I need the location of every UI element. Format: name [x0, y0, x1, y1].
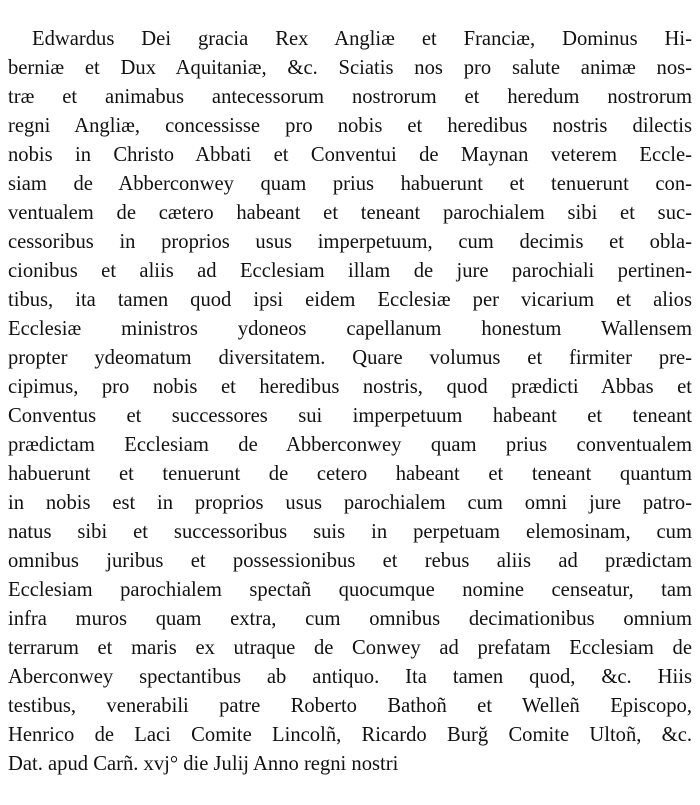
text-line: berniæ et Dux Aquitaniæ, &c. Sciatis nos pro salute animæ nos-	[8, 57, 692, 79]
text-line: in nobis est in proprios usus parochialem cum omni jure patro-	[8, 492, 692, 514]
text-line: prædictam Ecclesiam de Abberconwey quam prius conventualem	[8, 434, 692, 456]
text-line: siam de Abberconwey quam prius habuerunt et tenuerunt con-	[8, 173, 692, 195]
text-line: Ecclesiam parochialem spectañ quocumque nomine censeatur, tam	[8, 579, 692, 601]
text-line: natus sibi et successoribus suis in perpetuam elemosinam, cum	[8, 521, 692, 543]
text-line: tibus, ita tamen quod ipsi eidem Ecclesiæ per vicarium et alios	[8, 289, 692, 311]
text-line: terrarum et maris ex utraque de Conwey ad prefatam Ecclesiam de	[8, 637, 692, 659]
text-line: Edwardus Dei gracia Rex Angliæ et Franciæ, Dominus Hi-	[32, 28, 692, 50]
text-line: regni Angliæ, concessisse pro nobis et heredibus nostris dilectis	[8, 115, 692, 137]
text-line: omnibus juribus et possessionibus et rebus aliis ad prædictam	[8, 550, 692, 572]
text-line: ventualem de cætero habeant et teneant parochialem sibi et suc-	[8, 202, 692, 224]
text-line: Henrico de Laci Comite Lincolñ, Ricardo Burğ Comite Ultoñ, &c.	[8, 724, 692, 746]
text-line: cessoribus in proprios usus imperpetuum, cum decimis et obla-	[8, 231, 692, 253]
text-line: træ et animabus antecessorum nostrorum et heredum nostrorum	[8, 86, 692, 108]
text-line: infra muros quam extra, cum omnibus decimationibus omnium	[8, 608, 692, 630]
text-line: Aberconwey spectantibus ab antiquo. Ita tamen quod, &c. Hiis	[8, 666, 692, 688]
text-line: nobis in Christo Abbati et Conventui de Maynan veterem Eccle-	[8, 144, 692, 166]
text-line: Conventus et successores sui imperpetuum habeant et teneant	[8, 405, 692, 427]
text-line: cionibus et aliis ad Ecclesiam illam de jure parochiali pertinen-	[8, 260, 692, 282]
text-line: Ecclesiæ ministros ydoneos capellanum honestum Wallensem	[8, 318, 692, 340]
text-line: Dat. apud Carñ. xvj° die Julij Anno regni nostri	[8, 753, 399, 775]
text-line: cipimus, pro nobis et heredibus nostris, quod prædicti Abbas et	[8, 376, 692, 398]
text-line: propter ydeomatum diversitatem. Quare volumus et firmiter pre-	[8, 347, 692, 369]
text-line: habuerunt et tenuerunt de cetero habeant et teneant quantum	[8, 463, 692, 485]
text-line: testibus, venerabili patre Roberto Bathoñ et Welleñ Episcopo,	[8, 695, 692, 717]
